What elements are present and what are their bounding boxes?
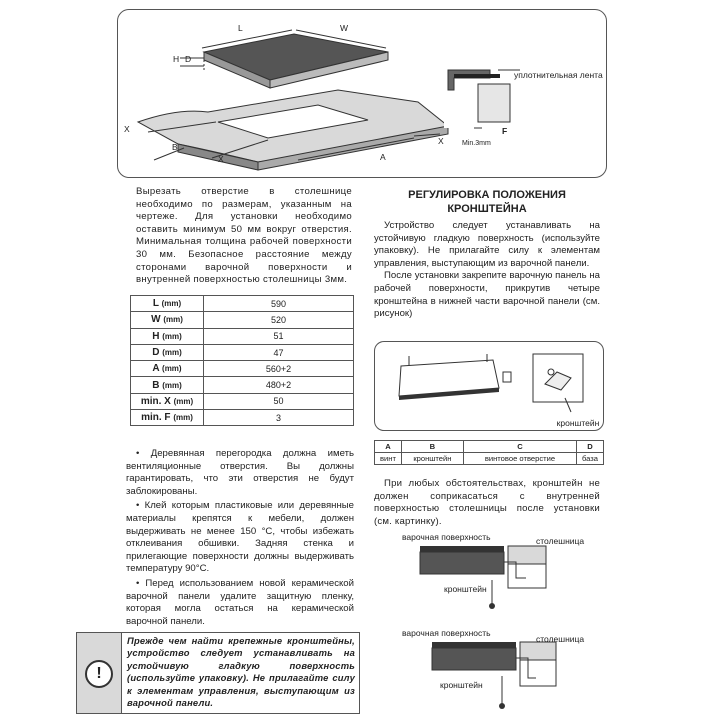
label-X-right: X (438, 136, 444, 146)
label-seal-tape: уплотнительная лента (514, 70, 603, 80)
dimension-unit: (mm) (162, 364, 182, 374)
label-D: D (185, 54, 192, 64)
worktop-label-2: столешница (536, 634, 585, 644)
install-drawing-1 (396, 534, 596, 618)
part-value: кронштейн (401, 453, 463, 465)
installation-notes (126, 448, 354, 630)
label-W: W (340, 23, 349, 33)
part-value: винт (375, 453, 402, 465)
warning-text: Прежде чем найти крепежные кронштейны, устройство следует устанавливать на устойчивую гладкую поверхность (используйте упаковку). Не прилагайте силу к элементам управления, выступающим из варочной панели. (127, 635, 355, 709)
dimension-key (131, 377, 204, 393)
label-A: A (380, 152, 386, 162)
dimension-key (131, 296, 204, 312)
worktop-label-1: столешница (536, 536, 585, 546)
dimension-key-text: W (151, 314, 161, 326)
bracket-para-2: После установки закрепите варочную панель на рабочей поверхности, прикрутив четыре кронштейна в нижней части варочной панели (см. рисунок) (374, 270, 600, 320)
clearance-text: При любых обстоятельствах, кронштейн не должен соприкасаться с внутренней поверхностью столешницы после установки (см. картинку). (374, 478, 600, 527)
dimension-value: 480+2 (204, 377, 354, 393)
heading-line-1: РЕГУЛИРОВКА ПОЛОЖЕНИЯ (408, 189, 566, 201)
dimension-row (131, 377, 354, 393)
bracket-label-2: кронштейн (440, 680, 483, 690)
dimension-key (131, 312, 204, 328)
heading-line-2: КРОНШТЕЙНА (447, 203, 527, 215)
label-L: L (238, 23, 243, 33)
dimension-value: 50 (204, 393, 354, 409)
dimension-value: 47 (204, 344, 354, 360)
dimension-row (131, 361, 354, 377)
dimension-unit: (mm) (173, 413, 193, 423)
dimensions-table (130, 295, 354, 426)
bracket-instructions (374, 220, 600, 321)
bracket-label-1: кронштейн (444, 584, 487, 594)
dimension-value: 560+2 (204, 361, 354, 377)
hob-label-1: варочная поверхность (402, 532, 491, 542)
label-H: H (173, 54, 180, 64)
warning-box (76, 632, 360, 714)
dimension-key (131, 410, 204, 426)
hob-label-2: варочная поверхность (402, 628, 491, 638)
dimension-row (131, 296, 354, 312)
dimension-row (131, 328, 354, 344)
note-ventilation: • Деревянная перегородка должна иметь вентиляционные отверстия. Вы должны гарантировать, что эти отверстия не будут заблокированы. (126, 448, 354, 497)
cutout-instructions: Вырезать отверстие в столешнице необходимо по размерам, указанным на чертеже. Для установки необходимо оставить минимум 50 мм вокруг отверстия. Минимальная толщина рабочей поверхности 30 мм. Безопасное расстояние между сторонами варочной поверхности и внутренней поверхностью столешницы 3мм. (136, 186, 352, 286)
part-header: C (463, 441, 576, 453)
dimension-row (131, 344, 354, 360)
dimension-key-text: min. F (141, 412, 171, 424)
dimension-value: 520 (204, 312, 354, 328)
dimension-row (131, 410, 354, 426)
part-header: B (401, 441, 463, 453)
dimension-key-text: min. X (140, 395, 171, 407)
part-header: A (375, 441, 402, 453)
dimension-key-text: B (152, 379, 160, 391)
dimension-key-text: D (152, 347, 160, 359)
install-diagram-2 (396, 628, 596, 716)
dimension-unit: (mm) (161, 299, 182, 309)
dimension-key-text: H (152, 330, 160, 342)
dimension-key (131, 393, 204, 409)
note-film: • Перед использованием новой керамической варочной панели удалите защитную пленку, которая могла остаться на керамической варочной панели. (126, 577, 354, 627)
cutout-drawing (118, 10, 606, 177)
dimension-unit: (mm) (162, 348, 182, 358)
dimension-unit: (mm) (162, 331, 182, 341)
dimension-key (131, 328, 204, 344)
part-value: база (576, 453, 603, 465)
dimension-value: 3 (204, 410, 354, 426)
note-glue: • Клей которым пластиковые или деревянные материалы крепятся к мебели, должен выдерживать не менее 150 °С, чтобы избежать отклеивания обшивки. Задняя стенка и прилегающие поверхности должны выдерживать температуру 90°С. (126, 500, 354, 575)
label-B: B (172, 142, 178, 152)
part-header: D (576, 441, 603, 453)
dimension-key-text: L (152, 298, 159, 310)
parts-table (374, 440, 604, 465)
dimension-unit: (mm) (173, 396, 194, 406)
exclamation-icon: ! (85, 660, 113, 688)
dimension-row (131, 312, 354, 328)
cutout-diagram (117, 9, 607, 178)
dimension-key (131, 361, 204, 377)
dimension-value: 590 (204, 296, 354, 312)
install-diagram-1 (396, 534, 596, 618)
dimension-key-text: A (152, 363, 160, 375)
dimension-row (131, 393, 354, 409)
dimension-unit: (mm) (163, 315, 183, 325)
bracket-callout: кронштейн (556, 418, 600, 428)
bracket-clearance-note (374, 478, 600, 528)
bracket-drawing (375, 342, 603, 430)
dimension-key (131, 344, 204, 360)
part-value: винтовое отверстие (463, 453, 576, 465)
bracket-para-1: Устройство следует устанавливать на устойчивую гладкую поверхность (используйте упаковку). Не прилагайте силу к элементам управления, выступающим из варочной панели. (374, 220, 600, 269)
label-X-left: X (124, 124, 130, 134)
bracket-adjust-heading (374, 188, 600, 216)
label-F: F (502, 126, 508, 136)
label-X-bottom: X (218, 154, 224, 164)
dimension-unit: (mm) (162, 380, 182, 390)
dimension-value: 51 (204, 328, 354, 344)
label-min-gap: Min.3mm (462, 140, 491, 147)
